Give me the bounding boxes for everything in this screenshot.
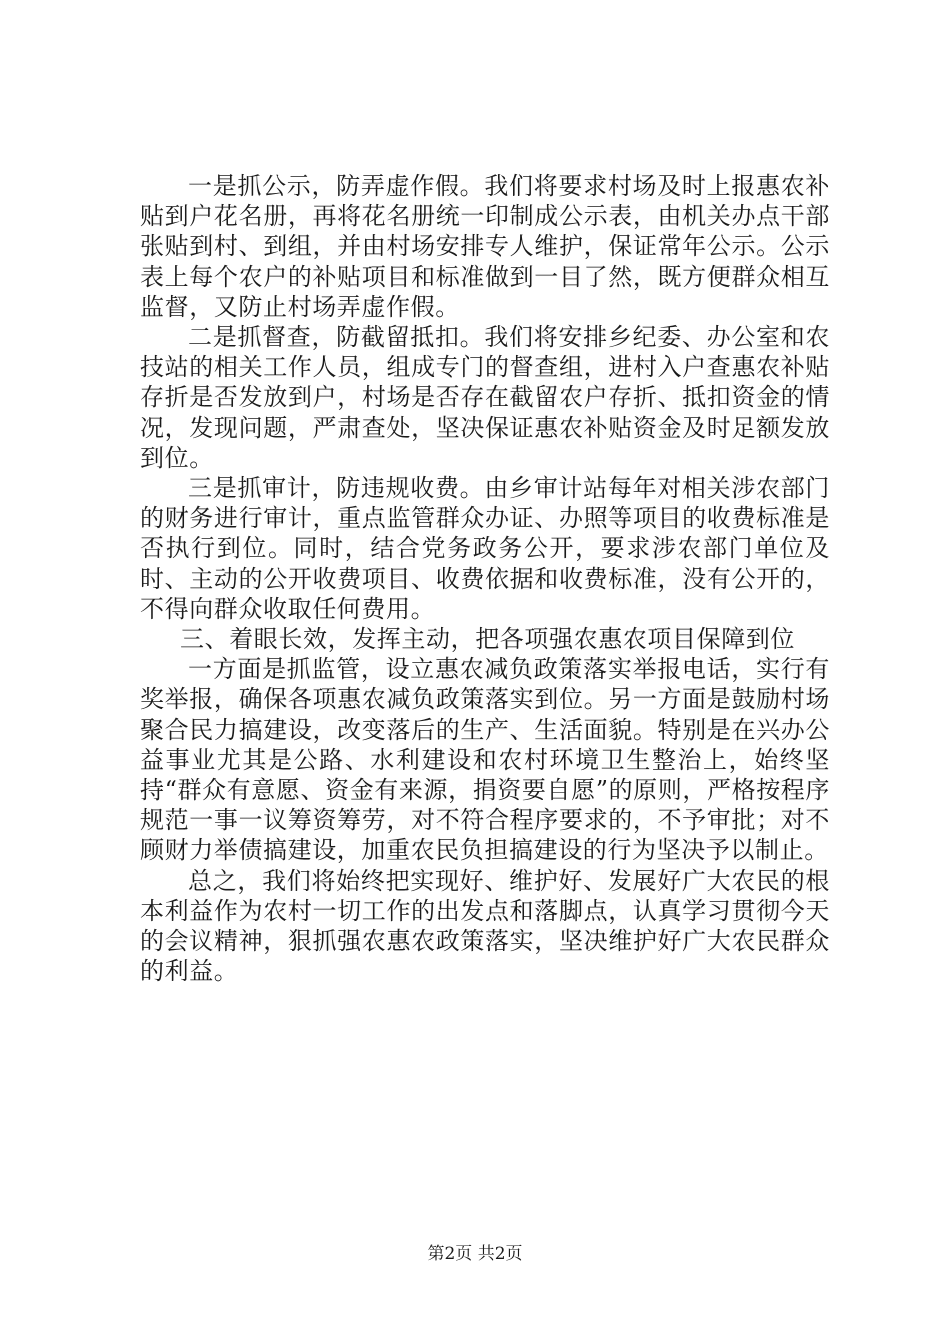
document-body: [140, 171, 830, 986]
paragraph-conclusion: 总之，我们将始终把实现好、维护好、发展好广大农民的根本利益作为农村一切工作的出发点和落脚点，认真学习贯彻今天的会议精神，狠抓强农惠农政策落实，坚决维护好广大农民群众的利益。: [140, 866, 830, 986]
page-footer: 第2页 共2页: [427, 1244, 523, 1264]
paragraph-monitoring: 一方面是抓监管，设立惠农减负政策落实举报电话，实行有奖举报，确保各项惠农减负政策落实到位。另一方面是鼓励村场聚合民力搞建设，改变落后的生产、生活面貌。特别是在兴办公益事业尤其是公路、水利建设和农村环境卫生整治上，始终坚持“群众有意愿、资金有来源，捐资要自愿”的原则，严格按程序规范一事一议筹资筹劳，对不符合程序要求的，不予审批；对不顾财力举债搞建设，加重农民负担搞建设的行为坚决予以制止。: [140, 655, 830, 865]
paragraph-audit: 三是抓审计，防违规收费。由乡审计站每年对相关涉农部门的财务进行审计，重点监管群众办证、办照等项目的收费标准是否执行到位。同时，结合党务政务公开，要求涉农部门单位及时、主动的公开收费项目、收费依据和收费标准，没有公开的，不得向群众收取任何费用。: [140, 474, 830, 623]
paragraph-supervision: 二是抓督查，防截留抵扣。我们将安排乡纪委、办公室和农技站的相关工作人员，组成专门的督查组，进村入户查惠农补贴存折是否发放到户，村场是否存在截留农户存折、抵扣资金的情况，发现问题，严肃查处，坚决保证惠农补贴资金及时足额发放到位。: [140, 323, 830, 472]
paragraph-publicity: 一是抓公示，防弄虚作假。我们将要求村场及时上报惠农补贴到户花名册，再将花名册统一印制成公示表，由机关办点干部张贴到村、到组，并由村场安排专人维护，保证常年公示。公示表上每个农户的补贴项目和标准做到一目了然，既方便群众相互监督，又防止村场弄虚作假。: [140, 172, 830, 321]
section-heading: 三、着眼长效，发挥主动，把各项强农惠农项目保障到位: [180, 625, 795, 654]
